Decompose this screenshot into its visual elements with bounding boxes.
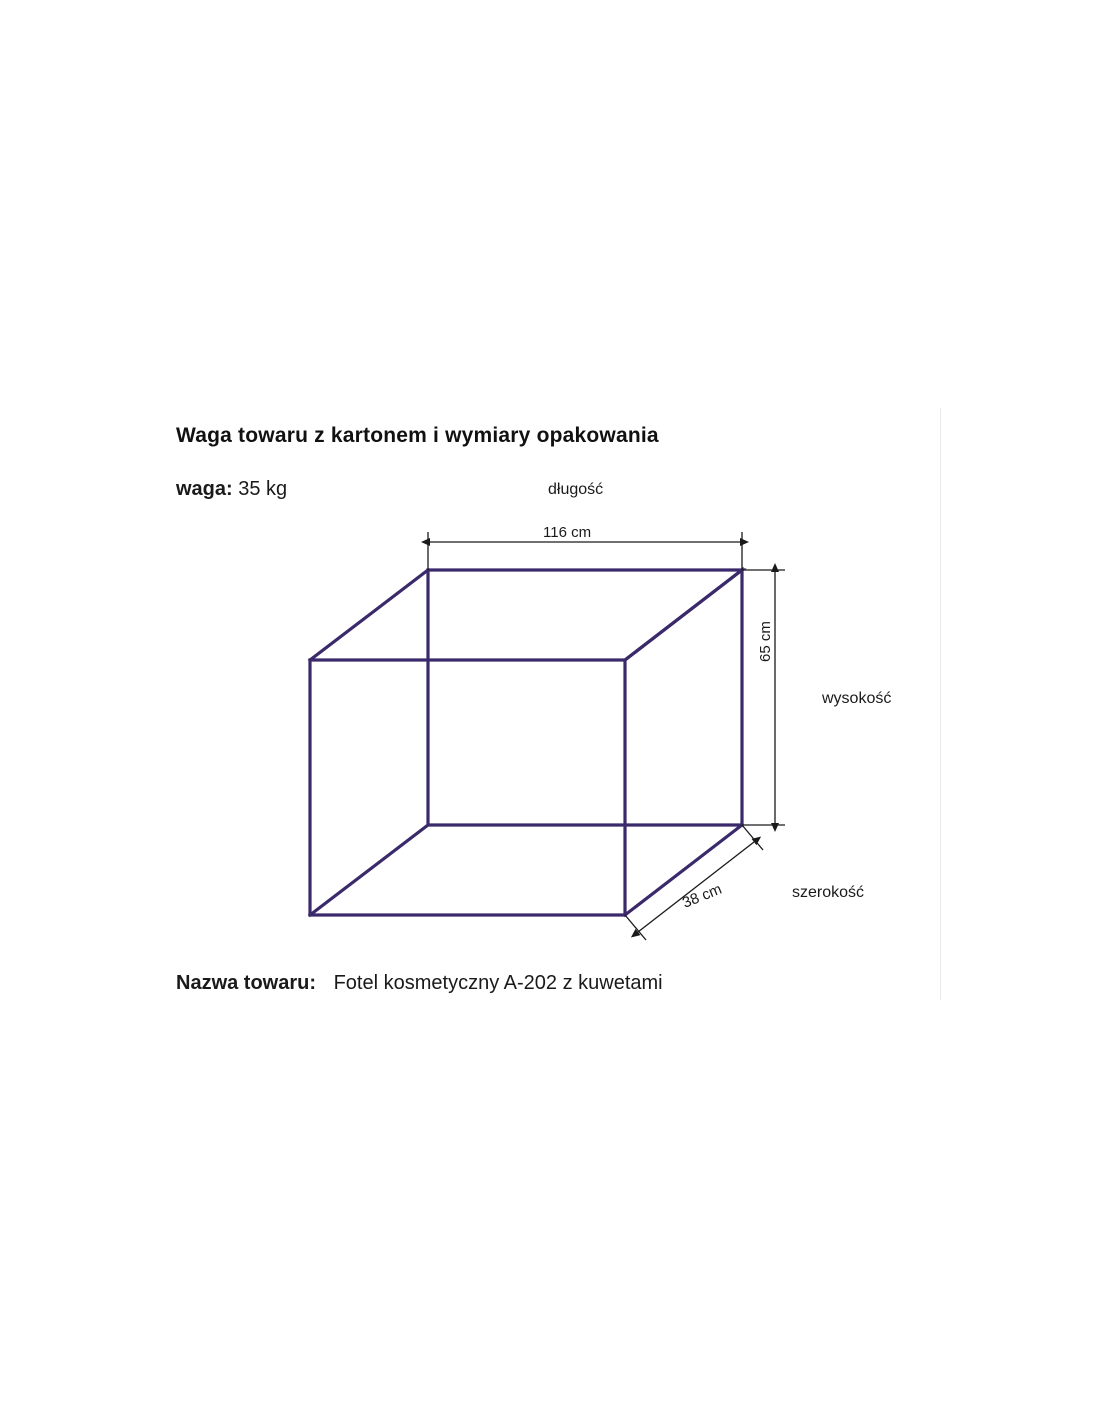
box-diagram — [280, 470, 960, 950]
length-caption: długość — [548, 481, 604, 498]
product-name-label: Nazwa towaru: — [176, 972, 317, 994]
width-dimension-line — [625, 825, 763, 940]
page-title: Waga towaru z kartonem i wymiary opakowania — [176, 424, 659, 447]
weight-label: waga: — [176, 478, 233, 500]
product-name-row — [176, 972, 663, 995]
box-wireframe — [310, 570, 742, 915]
width-value: 38 cm — [680, 880, 725, 912]
length-value: 116 cm — [543, 524, 592, 541]
height-dimension-line — [742, 570, 785, 825]
height-value: 65 cm — [757, 621, 774, 662]
weight-row — [176, 478, 287, 501]
weight-value: 35 kg — [238, 478, 288, 500]
width-caption: szerokość — [792, 884, 865, 901]
height-caption: wysokość — [822, 690, 892, 707]
product-name-value: Fotel kosmetyczny A-202 z kuwetami — [333, 972, 663, 994]
